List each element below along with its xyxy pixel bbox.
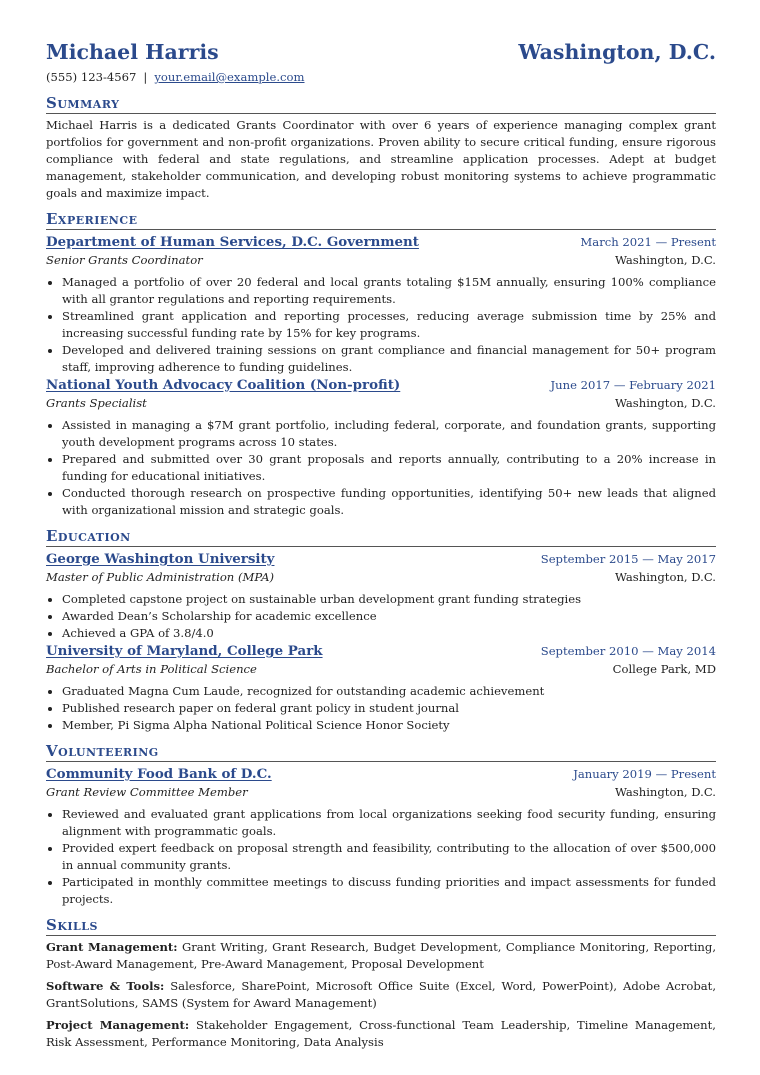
skill-text: Grant Writing, Grant Research, Budget Development, Compliance Monitoring, Reporting, Post-Award Management, Pre-Award Management, Proposal Development	[46, 940, 717, 971]
bullet-item: • Graduated Magna Cum Laude, recognized for outstanding academic achievement	[62, 683, 716, 700]
entry-organization: Department of Human Services, D.C. Government	[46, 234, 419, 250]
experience-entry	[46, 376, 716, 519]
entry-role: Grants Specialist	[46, 396, 147, 410]
entry-dates: January 2019 — Present	[573, 767, 716, 781]
bullet-item: • Completed capstone project on sustainable urban development grant funding strategies	[62, 591, 716, 608]
entry-organization: Community Food Bank of D.C.	[46, 766, 272, 782]
entry-organization: George Washington University	[46, 551, 275, 567]
bullet-item: • Member, Pi Sigma Alpha National Political Science Honor Society	[62, 717, 716, 734]
experience-entry	[46, 233, 716, 376]
entry-bullets	[46, 806, 716, 908]
entry-bullets	[46, 683, 716, 734]
resume-header	[46, 38, 716, 66]
entry-role: Grant Review Committee Member	[46, 785, 248, 799]
bullet-item: • Managed a portfolio of over 20 federal and local grants totaling $15M annually, ensuring 100% compliance with all grantor regulations and reporting requirements.	[62, 274, 716, 308]
skill-group	[46, 939, 716, 973]
entry-bullets	[46, 591, 716, 642]
entry-location: Washington, D.C.	[614, 570, 716, 584]
skill-group	[46, 978, 716, 1012]
entry-dates: September 2010 — May 2014	[540, 644, 716, 658]
phone-number: (555) 123-4567	[46, 70, 137, 84]
summary-text: Michael Harris is a dedicated Grants Coordinator with over 6 years of experience managing complex grant portfolios for government and non-profit organizations. Proven ability to secure critical funding, ensure rigorous compliance with federal and state regulations, and streamline application processes. Adept at budget management, stakeholder communication, and developing robust monitoring systems to achieve programmatic goals and maximize impact.	[46, 118, 716, 200]
section-title-summary: Summary	[46, 93, 716, 114]
candidate-location: Washington, D.C.	[518, 40, 716, 64]
entry-organization: University of Maryland, College Park	[46, 643, 323, 659]
candidate-name: Michael Harris	[46, 40, 219, 64]
skill-label: Project Management:	[46, 1018, 190, 1032]
skill-label: Software & Tools:	[46, 979, 165, 993]
entry-dates: March 2021 — Present	[580, 235, 716, 249]
entry-dates: September 2015 — May 2017	[540, 552, 716, 566]
section-title-education: Education	[46, 526, 716, 547]
entry-degree: Bachelor of Arts in Political Science	[46, 662, 257, 676]
experience-list	[46, 233, 716, 519]
bullet-item: • Developed and delivered training sessions on grant compliance and financial management for 50+ program staff, improving adherence to funding guidelines.	[62, 342, 716, 376]
entry-bullets	[46, 417, 716, 519]
bullet-item: • Awarded Dean’s Scholarship for academic excellence	[62, 608, 716, 625]
email-link[interactable]: your.email@example.com	[154, 70, 305, 84]
volunteering-list	[46, 765, 716, 908]
education-entry	[46, 550, 716, 642]
entry-role: Senior Grants Coordinator	[46, 253, 203, 267]
education-list	[46, 550, 716, 734]
skill-group	[46, 1017, 716, 1051]
bullet-item: • Participated in monthly committee meetings to discuss funding priorities and impact assessments for funded projects.	[62, 874, 716, 908]
entry-degree: Master of Public Administration (MPA)	[46, 570, 274, 584]
entry-dates: June 2017 — February 2021	[550, 378, 716, 392]
bullet-item: • Achieved a GPA of 3.8/4.0	[62, 625, 716, 642]
entry-organization: National Youth Advocacy Coalition (Non-profit)	[46, 377, 401, 393]
bullet-item: • Conducted thorough research on prospective funding opportunities, identifying 50+ new leads that aligned with organizational mission and strategic goals.	[62, 485, 716, 519]
bullet-item: • Provided expert feedback on proposal strength and feasibility, contributing to the allocation of over $500,000 in annual community grants.	[62, 840, 716, 874]
entry-location: College Park, MD	[612, 662, 716, 676]
education-entry	[46, 642, 716, 734]
bullet-item: • Prepared and submitted over 30 grant proposals and reports annually, contributing to a 20% increase in funding for educational initiatives.	[62, 451, 716, 485]
skill-label: Grant Management:	[46, 940, 178, 954]
volunteering-entry	[46, 765, 716, 908]
contact-line	[46, 69, 716, 86]
entry-location: Washington, D.C.	[614, 396, 716, 410]
bullet-item: • Streamlined grant application and reporting processes, reducing average submission time by 25% and increasing successful funding rate by 15% for key programs.	[62, 308, 716, 342]
resume-page	[46, 38, 716, 1051]
contact-separator: |	[143, 70, 148, 84]
section-title-experience: Experience	[46, 209, 716, 230]
skill-text: Salesforce, SharePoint, Microsoft Office Suite (Excel, Word, PowerPoint), Adobe Acrobat, GrantSolutions, SAMS (System for Award Management)	[46, 979, 717, 1010]
skill-text: Stakeholder Engagement, Cross-functional Team Leadership, Timeline Management, Risk Assessment, Performance Monitoring, Data Analysis	[46, 1018, 716, 1049]
section-title-skills: Skills	[46, 915, 716, 936]
bullet-item: • Published research paper on federal grant policy in student journal	[62, 700, 716, 717]
entry-location: Washington, D.C.	[614, 785, 716, 799]
section-title-volunteering: Volunteering	[46, 741, 716, 762]
bullet-item: • Assisted in managing a $7M grant portfolio, including federal, corporate, and foundation grants, supporting youth development programs across 10 states.	[62, 417, 716, 451]
entry-bullets	[46, 274, 716, 376]
skills-list	[46, 939, 716, 1051]
entry-location: Washington, D.C.	[614, 253, 716, 267]
bullet-item: • Reviewed and evaluated grant applications from local organizations seeking food security funding, ensuring alignment with programmatic goals.	[62, 806, 716, 840]
